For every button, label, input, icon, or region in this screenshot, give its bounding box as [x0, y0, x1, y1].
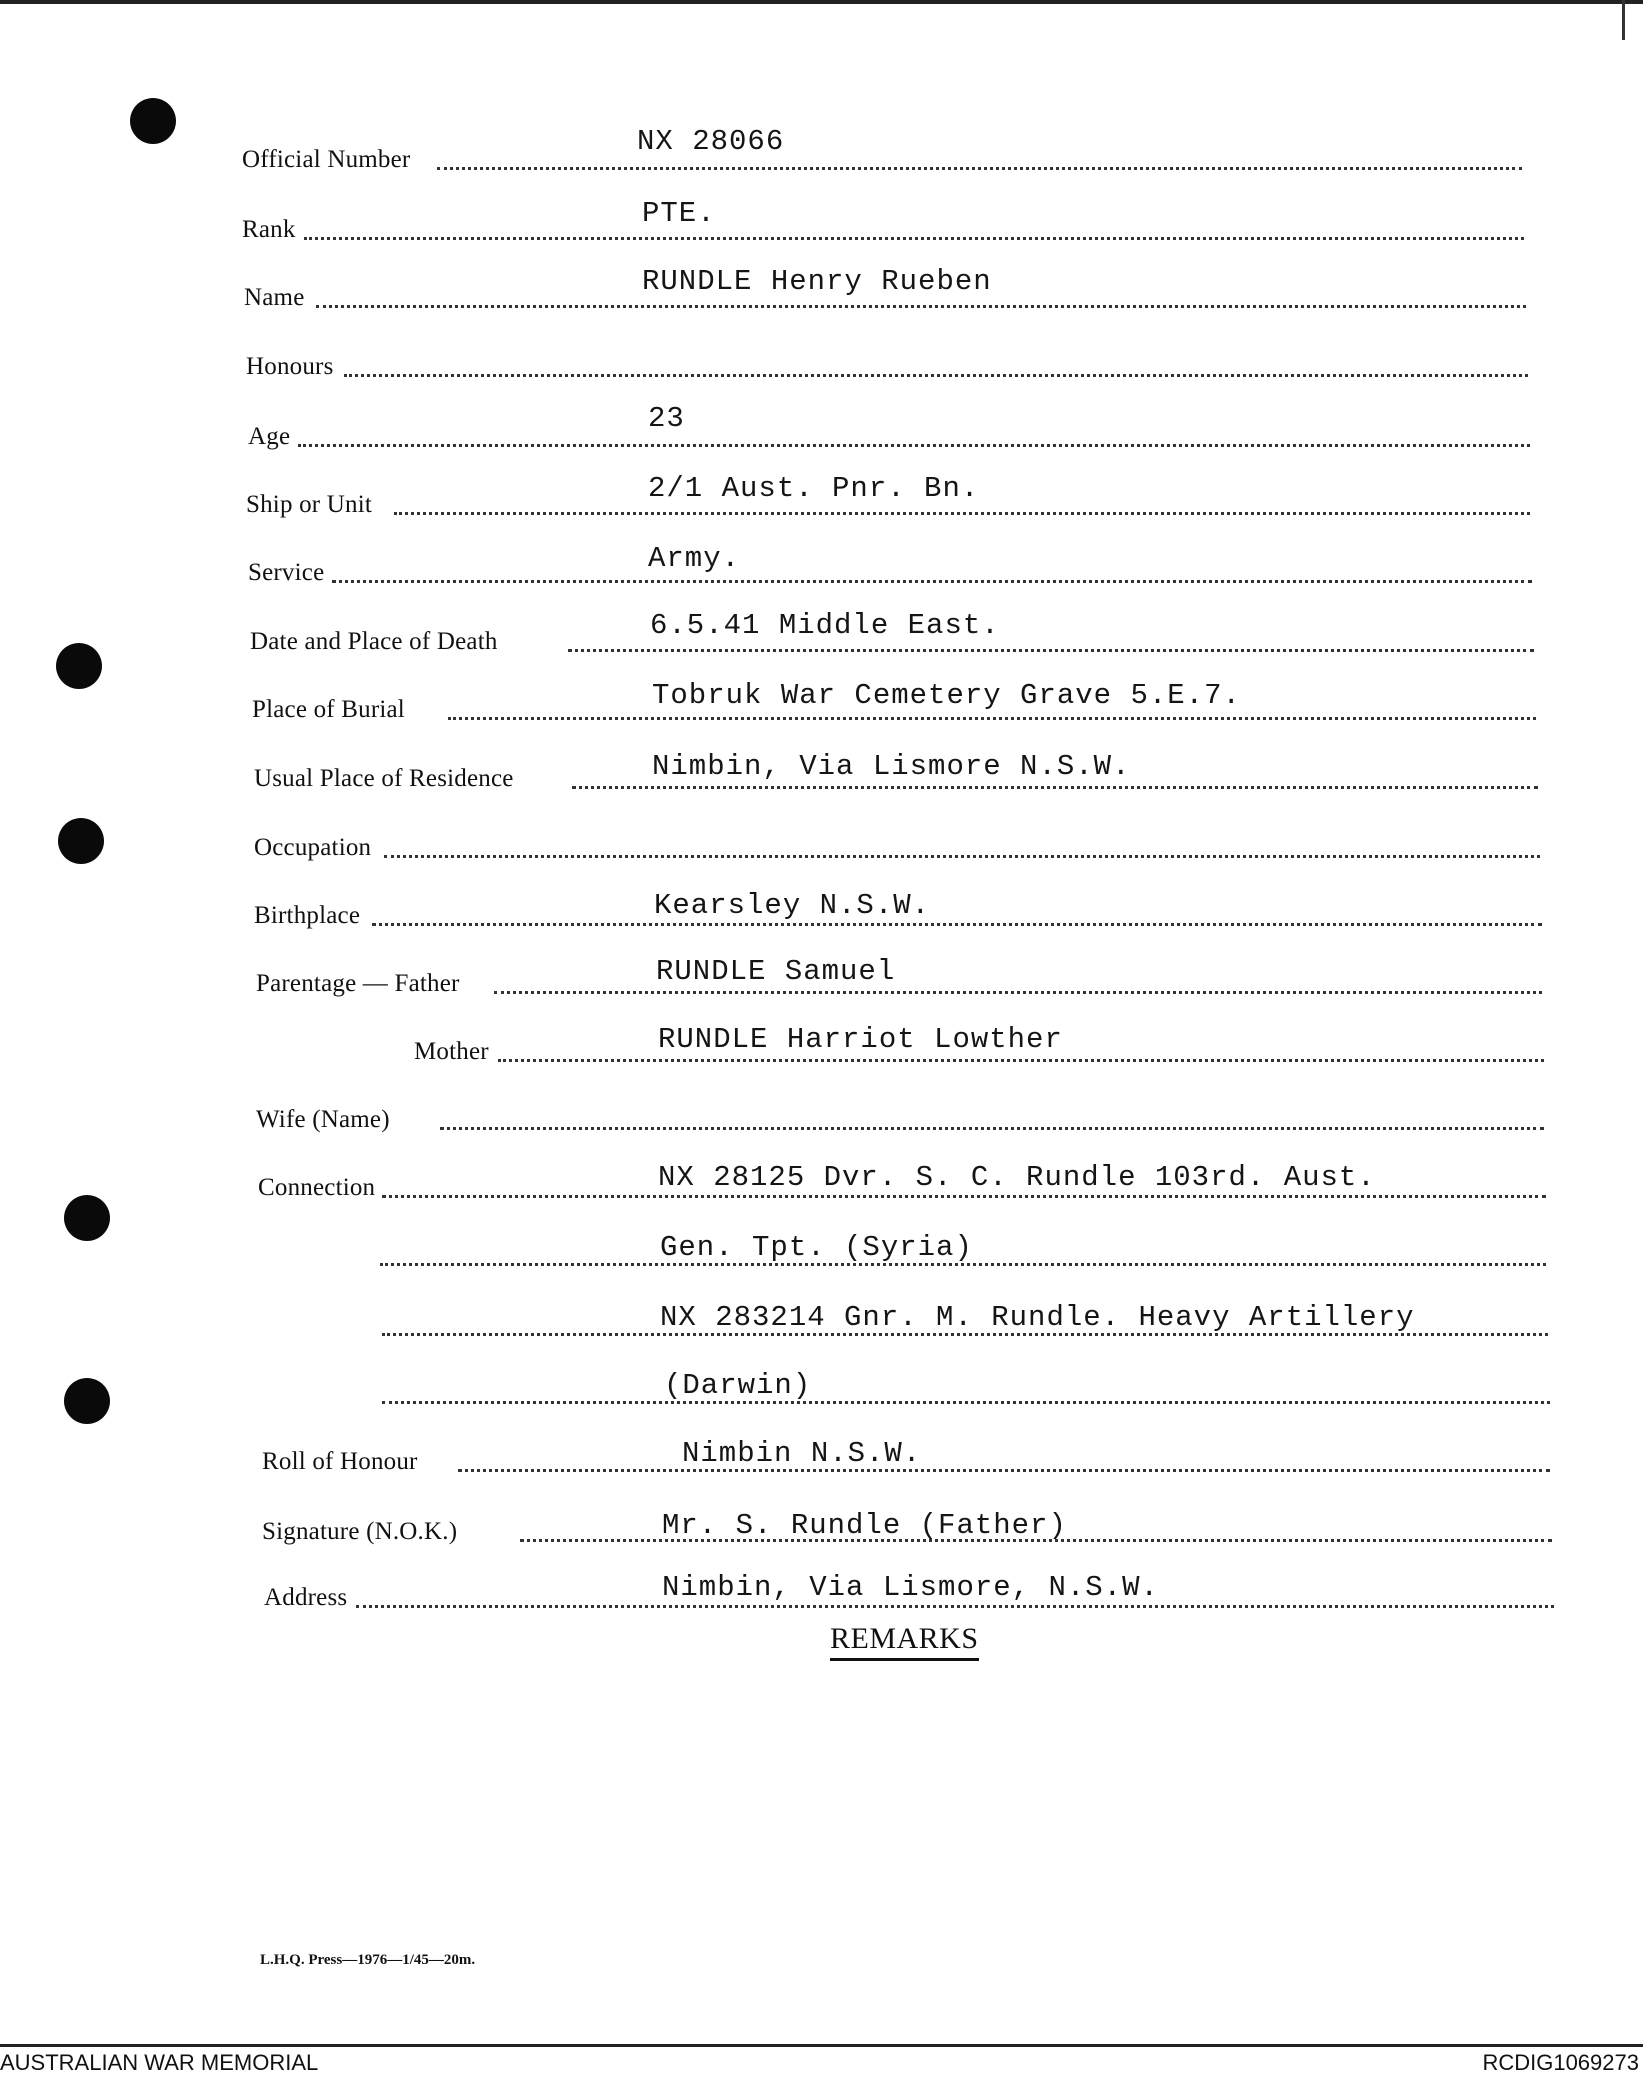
field-label: Occupation	[254, 834, 372, 861]
field-value: Gen. Tpt. (Syria)	[660, 1231, 973, 1264]
field-occupation	[254, 806, 1540, 866]
dotted-line	[316, 305, 1526, 308]
field-value: RUNDLE Henry Rueben	[642, 265, 992, 298]
field-label: Rank	[242, 216, 296, 243]
punch-hole-icon	[56, 643, 102, 689]
dotted-line	[437, 167, 1522, 170]
field-value: Kearsley N.S.W.	[654, 889, 931, 922]
field-value: 2/1 Aust. Pnr. Bn.	[648, 472, 980, 505]
field-value: Army.	[648, 542, 741, 575]
punch-hole-icon	[58, 818, 104, 864]
footer-record-id: RCDIG1069273	[1482, 2050, 1639, 2075]
field-value: 23	[648, 402, 685, 435]
field-label: Age	[248, 423, 291, 450]
field-value: NX 283214 Gnr. M. Rundle. Heavy Artillery	[660, 1301, 1415, 1334]
right-edge-mark	[1622, 0, 1625, 40]
field-label: Parentage — Father	[256, 970, 460, 997]
dotted-line	[394, 512, 1530, 515]
punch-hole-icon	[130, 98, 176, 144]
field-label: Usual Place of Residence	[254, 765, 514, 792]
field-label: Connection	[258, 1174, 376, 1201]
field-parentage-father	[256, 942, 1542, 1002]
field-place-of-burial	[252, 668, 1536, 728]
field-value: RUNDLE Harriot Lowther	[658, 1023, 1063, 1056]
field-value: Mr. S. Rundle (Father)	[662, 1509, 1067, 1542]
field-value: Tobruk War Cemetery Grave 5.E.7.	[652, 679, 1241, 712]
field-usual-residence	[254, 737, 1538, 797]
field-connection-line-2	[380, 1214, 1546, 1274]
field-date-place-of-death	[250, 600, 1534, 660]
printer-imprint: L.H.Q. Press—1976—1/45—20m.	[260, 1952, 476, 1968]
field-ship-or-unit	[246, 463, 1530, 523]
dotted-line	[572, 786, 1538, 789]
dotted-line	[498, 1059, 1544, 1062]
field-value: RUNDLE Samuel	[656, 955, 896, 988]
dotted-line	[372, 923, 1542, 926]
field-label: Place of Burial	[252, 696, 405, 723]
field-rank	[242, 188, 1524, 248]
remarks-heading: REMARKS	[830, 1622, 979, 1661]
field-connection-line-4	[382, 1352, 1550, 1412]
field-value: NX 28125 Dvr. S. C. Rundle 103rd. Aust.	[658, 1161, 1376, 1194]
field-birthplace	[254, 874, 1542, 934]
field-label: Roll of Honour	[262, 1448, 418, 1475]
field-parentage-mother	[414, 1010, 1544, 1070]
punch-hole-icon	[64, 1378, 110, 1424]
dotted-line	[382, 1401, 1550, 1404]
field-honours	[246, 325, 1528, 385]
field-label: Service	[248, 559, 325, 586]
dotted-line	[304, 237, 1524, 240]
dotted-line	[332, 580, 1532, 583]
field-name	[244, 256, 1526, 316]
field-value: PTE.	[642, 197, 716, 230]
field-roll-of-honour	[262, 1420, 1550, 1480]
field-label: Date and Place of Death	[250, 628, 498, 655]
top-edge-line	[0, 0, 1643, 4]
field-label: Official Number	[242, 146, 411, 173]
field-age	[248, 395, 1530, 455]
field-label: Mother	[414, 1038, 489, 1065]
field-label: Wife (Name)	[256, 1106, 390, 1133]
dotted-line	[458, 1469, 1550, 1472]
field-connection	[258, 1146, 1546, 1206]
punch-hole-icon	[64, 1195, 110, 1241]
footer-rule	[0, 2044, 1643, 2047]
field-value: 6.5.41 Middle East.	[650, 609, 1000, 642]
field-wife-name	[256, 1078, 1544, 1138]
dotted-line	[298, 444, 1530, 447]
field-label: Name	[244, 284, 305, 311]
field-value: Nimbin, Via Lismore, N.S.W.	[662, 1571, 1159, 1604]
dotted-line	[440, 1127, 1544, 1130]
field-label: Honours	[246, 353, 334, 380]
dotted-line	[382, 1195, 1546, 1198]
field-label: Ship or Unit	[246, 491, 373, 518]
field-value: Nimbin, Via Lismore N.S.W.	[652, 750, 1131, 783]
field-service	[248, 531, 1532, 591]
dotted-line	[494, 991, 1542, 994]
field-label: Birthplace	[254, 902, 361, 929]
dotted-line	[448, 717, 1536, 720]
field-value: (Darwin)	[664, 1369, 812, 1402]
dotted-line	[356, 1605, 1554, 1608]
field-label: Signature (N.O.K.)	[262, 1518, 458, 1545]
dotted-line	[568, 649, 1534, 652]
field-official-number	[242, 118, 1522, 178]
field-label: Address	[264, 1584, 348, 1611]
dotted-line	[384, 855, 1540, 858]
field-signature-nok	[262, 1490, 1552, 1550]
footer-institution: AUSTRALIAN WAR MEMORIAL	[0, 2050, 319, 2075]
field-address	[264, 1556, 1554, 1616]
field-value: NX 28066	[637, 125, 785, 158]
field-connection-line-3	[382, 1284, 1548, 1344]
dotted-line	[344, 374, 1528, 377]
field-value: Nimbin N.S.W.	[682, 1437, 922, 1470]
